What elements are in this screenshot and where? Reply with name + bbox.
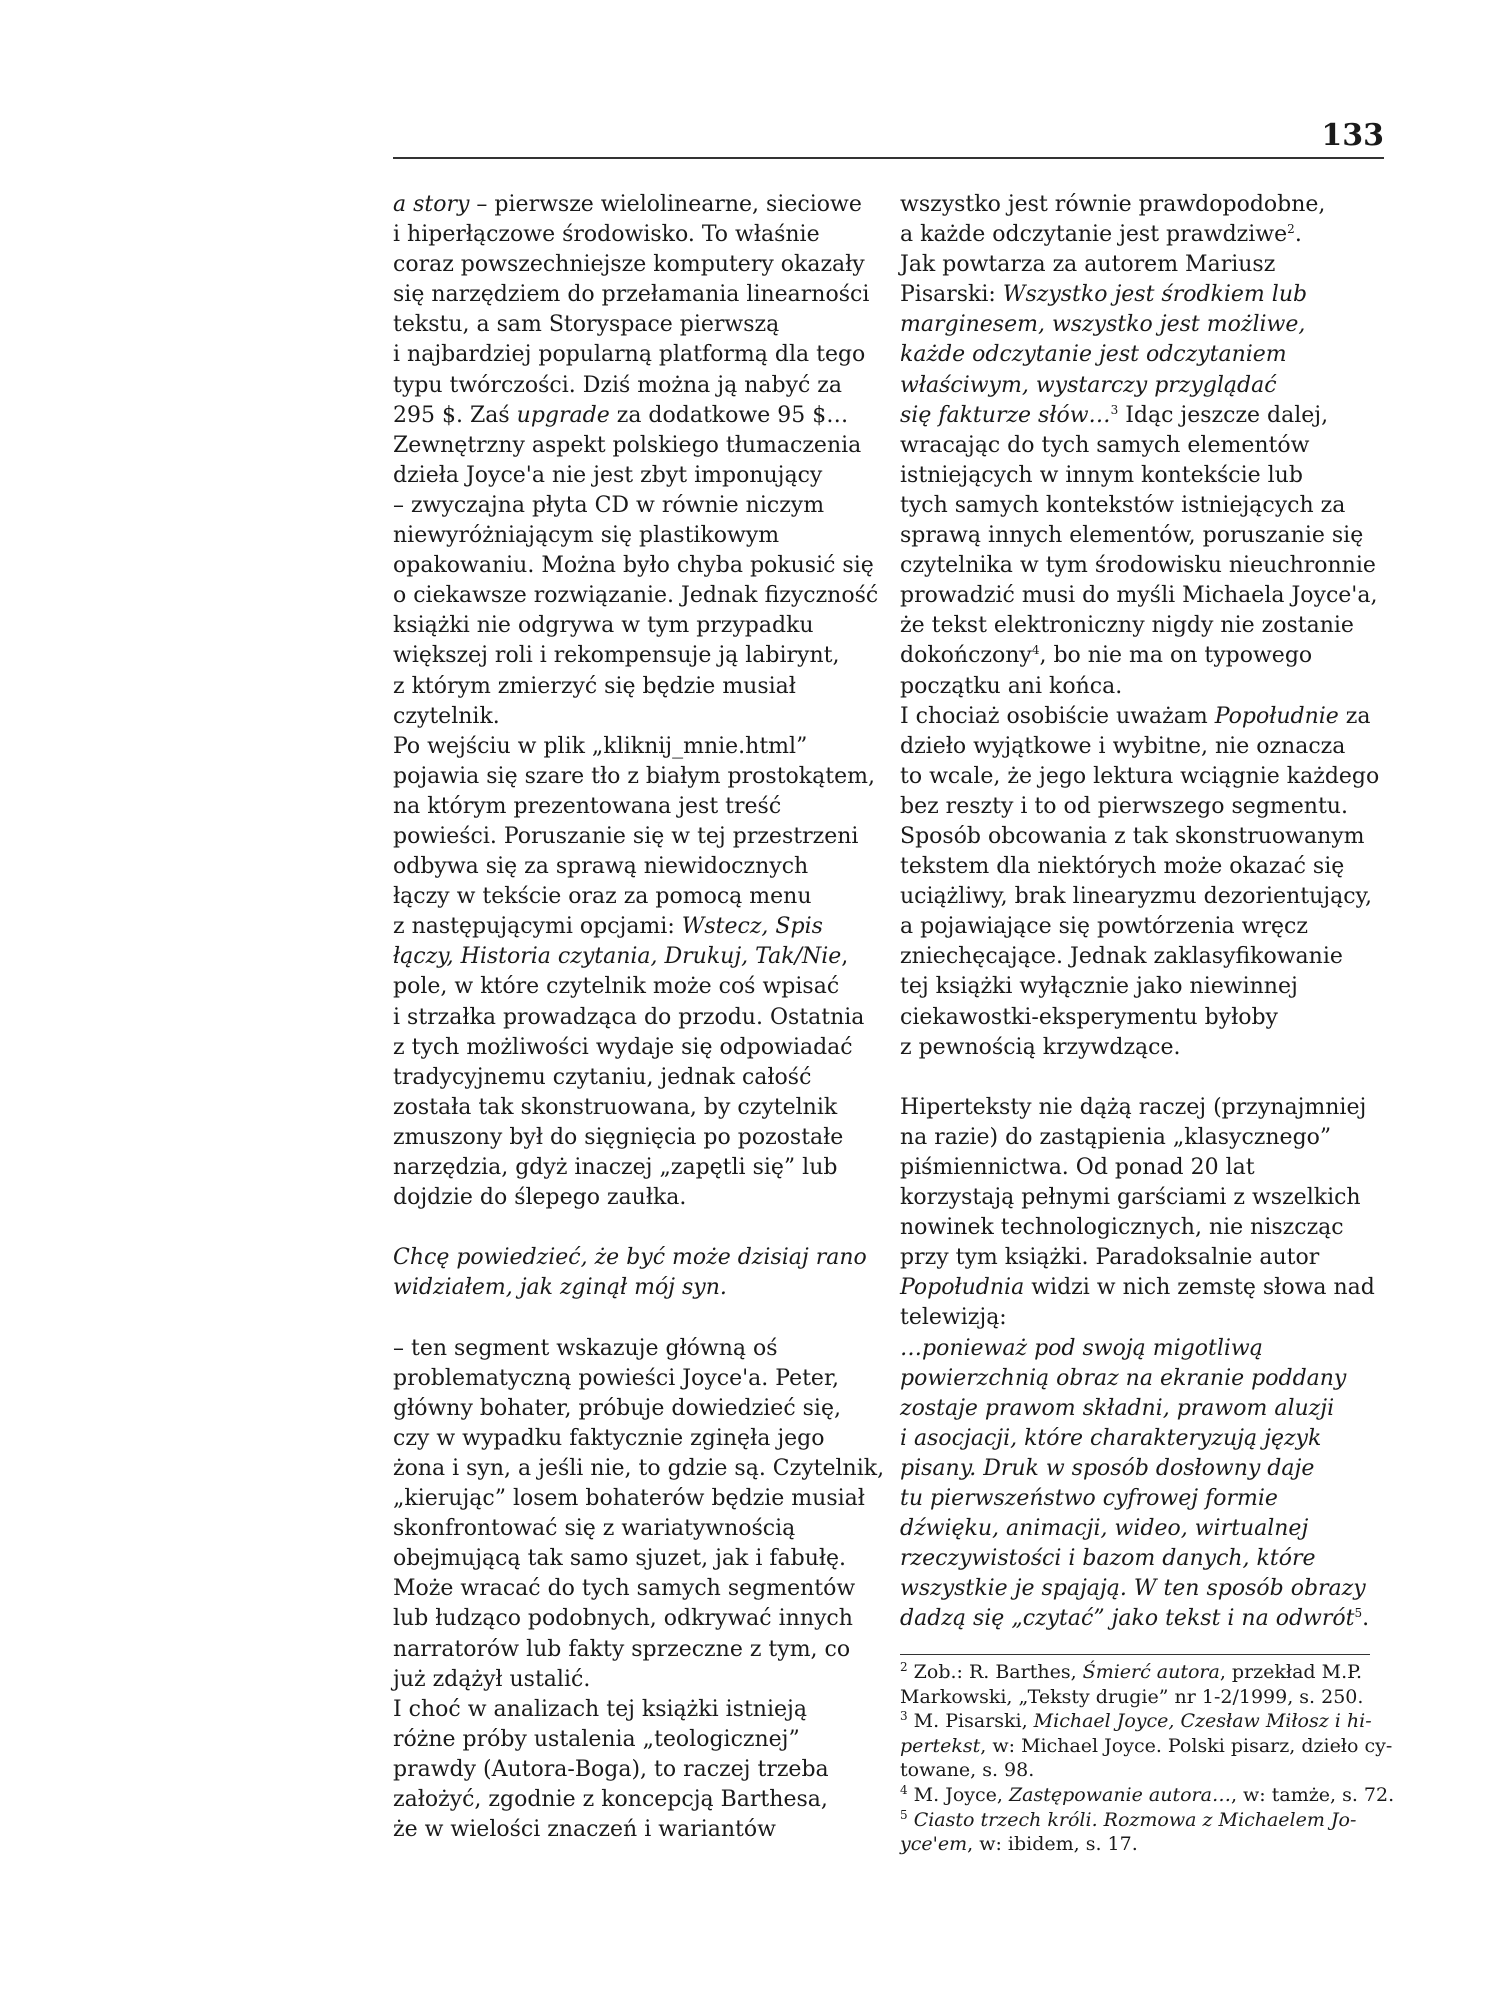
italic-text: Chcę powiedzieć, że być może dzisiaj rano xyxy=(393,1245,867,1271)
text-line xyxy=(393,431,883,461)
text-line xyxy=(900,1033,1390,1063)
text-run: – pierwsze wielolinearne, sieciowe xyxy=(469,192,862,217)
text-run: za xyxy=(1338,703,1371,729)
footnote-line xyxy=(900,1832,1380,1857)
text-run: – zwyczajna płyta CD w równie niczym xyxy=(393,492,825,518)
text-run: Zewnętrzny aspekt polskiego tłumaczenia xyxy=(393,432,862,458)
text-run: na razie) do zastąpienia „klasycznego” xyxy=(900,1124,1332,1150)
text-line xyxy=(393,1785,883,1815)
text-run: skonfrontować się z wariatywnością xyxy=(393,1516,796,1542)
text-run: że tekst elektroniczny nigdy nie zostanie xyxy=(900,613,1354,639)
footnote-line xyxy=(900,1685,1380,1710)
italic-text: każde odczytanie jest odczytaniem xyxy=(900,342,1287,368)
text-run: o ciekawsze rozwiązanie. Jednak fizyczność xyxy=(393,583,879,609)
text-run: Sposób obcowania z tak skonstruowanym xyxy=(900,823,1365,849)
italic-text: wszystkie je spajają. W ten sposób obrazy xyxy=(900,1576,1366,1602)
text-run: że w wielości znaczeń i wariantów xyxy=(393,1817,776,1843)
text-line xyxy=(900,1484,1390,1514)
text-run: czytelnika w tym środowisku nieuchronnie xyxy=(900,553,1376,579)
text-line xyxy=(393,972,883,1002)
text-run: typu twórczości. Dziś można ją nabyć za xyxy=(393,372,843,398)
text-run: Po wejściu w plik „kliknij_mnie.html” xyxy=(393,733,808,759)
text-line xyxy=(900,1364,1390,1394)
text-run: czytelnik. xyxy=(393,703,500,729)
text-run: czy w wypadku faktycznie zginęła jego xyxy=(393,1425,825,1451)
text-line xyxy=(393,732,883,762)
text-line xyxy=(393,1183,883,1213)
italic-text: tu pierwszeństwo cyfrowej formie xyxy=(900,1486,1278,1512)
text-line xyxy=(393,1093,883,1123)
text-line xyxy=(393,461,883,491)
text-line xyxy=(900,1183,1390,1213)
footnote-line xyxy=(900,1808,1380,1833)
text-line xyxy=(393,1334,883,1364)
page-number: 133 xyxy=(1321,118,1384,153)
text-run: łączy w tekście oraz za pomocą menu xyxy=(393,884,812,910)
text-line xyxy=(393,1364,883,1394)
text-line xyxy=(393,340,883,370)
text-run: , w: tamże, s. 72. xyxy=(1230,1783,1395,1806)
text-run: obejmującą tak samo sjuzet, jak i fabułę. xyxy=(393,1546,847,1572)
text-line xyxy=(393,521,883,551)
italic-text: Popołudnia xyxy=(900,1275,1025,1301)
italic-text: i asocjacji, które charakteryzują język xyxy=(900,1425,1322,1451)
text-line xyxy=(900,972,1390,1002)
text-run: Markowski, „Teksty drugie” nr 1-2/1999, s. 250. xyxy=(900,1685,1364,1708)
footnote-line xyxy=(900,1758,1380,1783)
text-run: żona i syn, a jeśli nie, to gdzie są. Czytelnik, xyxy=(393,1455,885,1481)
text-run: tej książki wyłącznie jako niewinnej xyxy=(900,974,1298,1000)
italic-text: upgrade xyxy=(516,402,610,428)
text-run: M. Joyce, xyxy=(907,1783,1009,1806)
text-run: korzystają pełnymi garściami z wszelkich xyxy=(900,1185,1361,1211)
footnote-ref: 3 xyxy=(1110,402,1119,417)
text-run: lub łudząco podobnych, odkrywać innych xyxy=(393,1606,853,1632)
text-line xyxy=(900,1454,1390,1484)
text-line xyxy=(393,220,883,250)
text-run: 295 $. Zaś xyxy=(393,402,517,428)
text-line xyxy=(393,581,883,611)
text-run: widzi w nich zemstę słowa nad xyxy=(1024,1275,1375,1301)
text-run: zmuszony był do sięgnięcia po pozostałe xyxy=(393,1124,844,1150)
text-run: nowinek technologicznych, nie niszcząc xyxy=(900,1215,1344,1241)
text-run: towane, s. 98. xyxy=(900,1759,1035,1782)
text-line xyxy=(900,1303,1390,1333)
text-run: i strzałka prowadząca do przodu. Ostatnia xyxy=(393,1004,865,1030)
text-line xyxy=(393,1635,883,1665)
right-column xyxy=(900,190,1390,1635)
text-line xyxy=(900,852,1390,882)
text-run: tekstu, a sam Storyspace pierwszą xyxy=(393,312,780,338)
footnote-ref: 4 xyxy=(1031,643,1040,658)
text-line xyxy=(900,1153,1390,1183)
italic-text: …ponieważ pod swoją migotliwą xyxy=(900,1335,1263,1361)
footnote-rule xyxy=(900,1654,1370,1655)
text-run: dojdzie do ślepego zaułka. xyxy=(393,1185,687,1211)
text-run: I chociaż osobiście uważam xyxy=(900,703,1215,729)
text-line xyxy=(393,1424,883,1454)
text-line xyxy=(393,1033,883,1063)
text-run: I choć w analizach tej książki istnieją xyxy=(393,1696,807,1722)
italic-text: Wstecz, Spis xyxy=(681,914,823,940)
text-run: narzędzia, gdyż inaczej „zapętli się” lub xyxy=(393,1155,838,1180)
text-line xyxy=(900,1514,1390,1544)
footnote-ref: 2 xyxy=(1287,222,1295,237)
text-line xyxy=(900,882,1390,912)
text-line xyxy=(393,491,883,521)
text-line xyxy=(393,762,883,792)
text-line xyxy=(393,942,883,972)
italic-text: rzeczywistości i bazom danych, które xyxy=(900,1546,1316,1572)
text-run: Idąc jeszcze dalej, xyxy=(1118,402,1329,428)
text-line xyxy=(393,310,883,340)
text-line xyxy=(900,792,1390,822)
text-run: dokończony xyxy=(900,643,1032,669)
text-line xyxy=(393,1544,883,1574)
text-line xyxy=(900,732,1390,762)
text-line xyxy=(900,220,1390,250)
text-line xyxy=(900,190,1390,220)
text-line xyxy=(900,1213,1390,1243)
text-run: a pojawiające się powtórzenia wręcz xyxy=(900,914,1308,940)
text-line xyxy=(393,1273,883,1303)
text-line xyxy=(900,340,1390,370)
text-line xyxy=(900,1334,1390,1364)
text-run: pole, w które czytelnik może coś wpisać xyxy=(393,974,840,1000)
text-run: „kierując” losem bohaterów będzie musiał xyxy=(393,1486,865,1512)
left-column xyxy=(393,190,883,1845)
text-run: a każde odczytanie jest prawdziwe xyxy=(900,222,1288,248)
italic-text: Wszystko jest środkiem lub xyxy=(1002,282,1308,308)
text-line xyxy=(900,641,1390,671)
text-line xyxy=(393,852,883,882)
text-run: z następującymi opcjami: xyxy=(393,914,682,940)
text-line xyxy=(900,431,1390,461)
text-run: dzieło wyjątkowe i wybitne, nie oznacza xyxy=(900,733,1346,759)
text-line xyxy=(393,551,883,581)
text-run: uciążliwy, brak linearyzmu dezorientujący, xyxy=(900,884,1373,910)
footnote-line xyxy=(900,1734,1393,1759)
text-run: z tych możliwości wydaje się odpowiadać xyxy=(393,1034,853,1060)
text-line xyxy=(393,1213,883,1243)
text-line xyxy=(900,250,1390,280)
italic-text: marginesem, wszystko jest możliwe, xyxy=(900,312,1306,338)
text-run: problematyczną powieści Joyce'a. Peter, xyxy=(393,1365,840,1391)
text-run: narratorów lub fakty sprzeczne z tym, co xyxy=(393,1636,851,1662)
text-line xyxy=(393,1755,883,1785)
italic-text: powierzchnią obraz na ekranie poddany xyxy=(900,1365,1347,1391)
text-run: na którym prezentowana jest treść xyxy=(393,793,782,819)
text-run: opakowaniu. Można było chyba pokusić się xyxy=(393,553,874,579)
text-run: główny bohater, próbuje dowiedzieć się, xyxy=(393,1395,841,1421)
text-line xyxy=(900,942,1390,972)
text-line xyxy=(393,1725,883,1755)
text-run: założyć, zgodnie z koncepcją Barthesa, xyxy=(393,1786,828,1812)
text-line xyxy=(393,1484,883,1514)
text-line xyxy=(393,822,883,852)
text-line xyxy=(900,551,1390,581)
text-run: została tak skonstruowana, by czytelnik xyxy=(393,1094,838,1120)
text-run: początku ani końca. xyxy=(900,673,1123,699)
text-line xyxy=(393,401,883,431)
text-line xyxy=(393,1003,883,1033)
text-line xyxy=(393,371,883,401)
text-line xyxy=(393,1815,883,1845)
text-line xyxy=(393,1514,883,1544)
text-line xyxy=(393,1695,883,1725)
text-run: Jak powtarza za autorem Mariusz xyxy=(900,252,1276,278)
text-line xyxy=(393,882,883,912)
text-run: Pisarski: xyxy=(900,282,1003,308)
italic-text: zostaje prawom składni, prawom aluzji xyxy=(900,1395,1335,1421)
text-run: przy tym książki. Paradoksalnie autor xyxy=(900,1245,1320,1271)
text-run: tekstem dla niektórych może okazać się xyxy=(900,854,1345,880)
text-line xyxy=(393,1665,883,1695)
header-rule xyxy=(393,157,1384,159)
text-line xyxy=(393,1604,883,1634)
text-line xyxy=(900,1544,1390,1574)
text-line xyxy=(900,1003,1390,1033)
text-line xyxy=(393,912,883,942)
text-run: pojawia się szare tło z białym prostokątem, xyxy=(393,763,875,789)
text-run: zniechęcające. Jednak zaklasyfikowanie xyxy=(900,944,1343,970)
text-run: wracając do tych samych elementów xyxy=(900,432,1310,458)
text-run: . xyxy=(1362,1606,1370,1632)
text-line xyxy=(393,611,883,641)
text-run: Hiperteksty nie dążą raczej (przynajmniej xyxy=(900,1094,1367,1120)
text-run: M. Pisarski, xyxy=(907,1710,1034,1733)
text-line xyxy=(393,792,883,822)
text-run: istniejących w innym kontekście lub xyxy=(900,462,1303,488)
text-line xyxy=(393,1153,883,1183)
text-run: za dodatkowe 95 $… xyxy=(609,402,849,428)
text-line xyxy=(900,581,1390,611)
italic-text: dadzą się „czytać” jako tekst i na odwrót xyxy=(900,1606,1355,1632)
text-line xyxy=(393,1394,883,1424)
text-line xyxy=(393,1303,883,1333)
text-run: Może wracać do tych samych segmentów xyxy=(393,1576,856,1602)
text-run: książki nie odgrywa w tym przypadku xyxy=(393,613,814,639)
text-line xyxy=(393,250,883,280)
text-line xyxy=(900,1574,1390,1604)
text-run: większej roli i rekompensuje ją labirynt, xyxy=(393,643,840,669)
text-line xyxy=(393,672,883,702)
text-run: . xyxy=(1294,222,1302,248)
text-run: sprawą innych elementów, poruszanie się xyxy=(900,523,1364,549)
italic-text: pisany. Druk w sposób dosłowny daje xyxy=(900,1455,1315,1481)
italic-text: yce'em xyxy=(900,1833,968,1856)
text-run: tradycyjnemu czytaniu, jednak całość xyxy=(393,1064,812,1090)
text-run: piśmiennictwa. Od ponad 20 lat xyxy=(900,1155,1255,1180)
footnote-line xyxy=(900,1660,1380,1685)
text-run: to wcale, że jego lektura wciągnie każdego xyxy=(900,763,1380,789)
text-line xyxy=(900,1424,1390,1454)
text-run: już zdążył ustalić. xyxy=(393,1666,591,1692)
text-line xyxy=(393,280,883,310)
text-run: prawdy (Autora-Boga), to raczej trzeba xyxy=(393,1756,829,1782)
italic-text: właściwym, wystarczy przyglądać xyxy=(900,372,1277,398)
text-line xyxy=(900,912,1390,942)
footnote-ref: 4 xyxy=(900,1782,908,1797)
text-line xyxy=(900,491,1390,521)
text-run: , xyxy=(841,944,849,970)
text-line xyxy=(900,401,1390,431)
text-line xyxy=(900,1394,1390,1424)
footnote-line xyxy=(900,1709,1380,1734)
text-line xyxy=(393,641,883,671)
italic-text: Zastępowanie autora… xyxy=(1008,1783,1231,1806)
text-run: coraz powszechniejsze komputery okazały xyxy=(393,252,865,278)
text-line xyxy=(393,1454,883,1484)
text-line xyxy=(900,1604,1390,1634)
text-run: różne próby ustalenia „teologicznej” xyxy=(393,1726,800,1752)
text-line xyxy=(900,1093,1390,1123)
text-line xyxy=(900,310,1390,340)
text-line xyxy=(900,611,1390,641)
text-run: – ten segment wskazuje główną oś xyxy=(393,1335,778,1361)
italic-text: Ciasto trzech króli. Rozmowa z Michaelem Jo- xyxy=(913,1808,1357,1831)
italic-text: Michael Joyce, Czesław Miłosz i hi- xyxy=(1033,1710,1372,1733)
text-line xyxy=(393,1063,883,1093)
text-run: , w: Michael Joyce. Polski pisarz, dzieło cy- xyxy=(980,1734,1393,1757)
text-run: tych samych kontekstów istniejących za xyxy=(900,492,1346,518)
text-run: , przekład M.P. xyxy=(1219,1661,1363,1683)
footnote-ref: 5 xyxy=(900,1807,908,1822)
footnote-ref: 3 xyxy=(900,1709,908,1724)
text-line xyxy=(393,1574,883,1604)
text-line xyxy=(900,521,1390,551)
text-run: prowadzić musi do myśli Michaela Joyce'a, xyxy=(900,583,1378,609)
text-run: ciekawostki-eksperymentu byłoby xyxy=(900,1004,1278,1030)
italic-text: się fakturze słów… xyxy=(900,402,1111,428)
italic-text: Śmierć autora xyxy=(1082,1661,1220,1683)
text-line xyxy=(393,1243,883,1273)
text-line xyxy=(393,1123,883,1153)
text-line xyxy=(900,280,1390,310)
footnotes xyxy=(900,1660,1395,1857)
text-run: powieści. Poruszanie się w tej przestrzeni xyxy=(393,823,859,849)
footnote-line xyxy=(900,1782,1395,1808)
text-run: niewyróżniającym się plastikowym xyxy=(393,523,780,549)
footnote-ref: 5 xyxy=(1354,1606,1363,1621)
text-run: się narzędziem do przełamania linearności xyxy=(393,282,870,308)
italic-text: pertekst xyxy=(900,1734,981,1757)
text-line xyxy=(393,702,883,732)
text-run: i hiperłączowe środowisko. To właśnie xyxy=(393,222,820,248)
text-line xyxy=(900,762,1390,792)
footnote-ref: 2 xyxy=(900,1660,908,1674)
text-run: telewizją: xyxy=(900,1305,1007,1331)
text-line xyxy=(900,672,1390,702)
italic-text: łączy, Historia czytania, Drukuj, Tak/Nie xyxy=(393,944,842,970)
italic-text: a story xyxy=(393,192,470,217)
text-run: z pewnością krzywdzące. xyxy=(900,1034,1181,1060)
text-run: , bo nie ma on typowego xyxy=(1039,643,1313,669)
text-run: odbywa się za sprawą niewidocznych xyxy=(393,854,809,880)
text-line xyxy=(900,371,1390,401)
text-line xyxy=(900,1123,1390,1153)
italic-text: Popołudnie xyxy=(1214,703,1339,729)
text-run: bez reszty i to od pierwszego segmentu. xyxy=(900,793,1348,819)
text-line xyxy=(900,822,1390,852)
text-line xyxy=(900,461,1390,491)
text-run: z którym zmierzyć się będzie musiał xyxy=(393,673,796,699)
italic-text: dźwięku, animacji, wideo, wirtualnej xyxy=(900,1516,1309,1542)
text-run: dzieła Joyce'a nie jest zbyt imponujący xyxy=(393,462,823,488)
text-run: , w: ibidem, s. 17. xyxy=(967,1833,1138,1856)
text-run: wszystko jest równie prawdopodobne, xyxy=(900,192,1326,217)
text-line xyxy=(393,190,883,220)
italic-text: widziałem, jak zginął mój syn. xyxy=(393,1275,727,1301)
text-run: i najbardziej popularną platformą dla tego xyxy=(393,342,866,368)
text-run: Zob.: R. Barthes, xyxy=(907,1661,1083,1683)
text-line xyxy=(900,1063,1390,1093)
text-line xyxy=(900,1273,1390,1303)
text-line xyxy=(900,1243,1390,1273)
text-line xyxy=(900,702,1390,732)
